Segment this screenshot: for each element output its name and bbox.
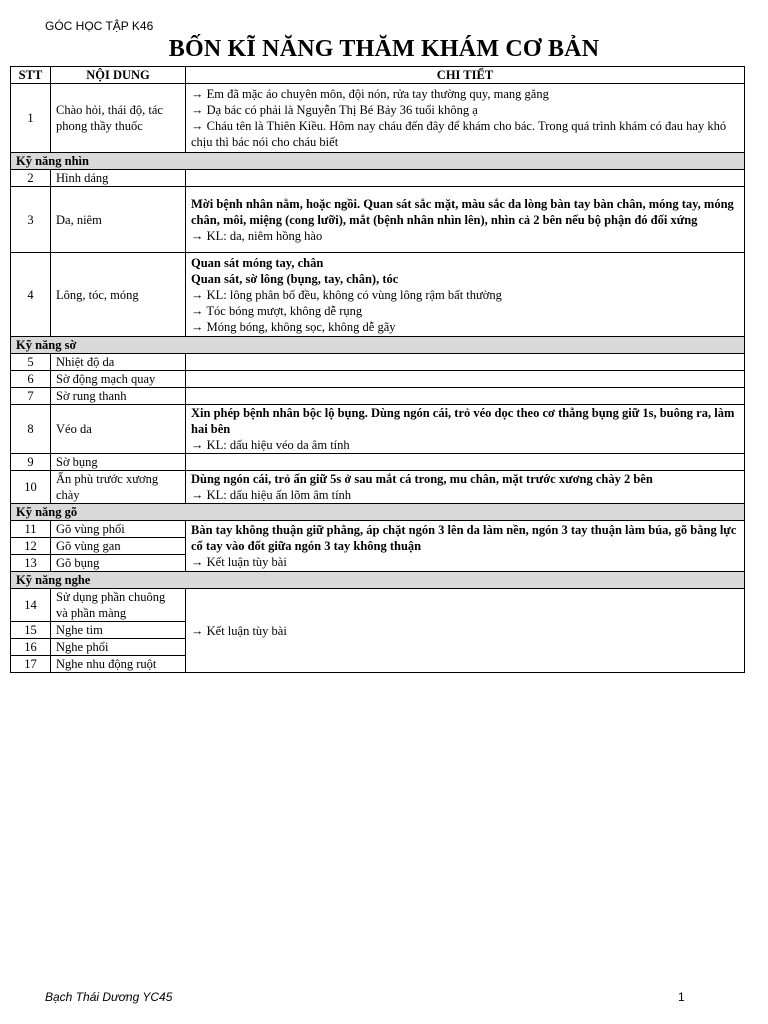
row-detail — [186, 405, 745, 454]
page-number: 1 — [678, 990, 685, 1004]
row-content: Nghe tim — [51, 622, 186, 639]
row-content: Gõ vùng gan — [51, 538, 186, 555]
detail-line: → Dạ bác có phải là Nguyễn Thị Bé Bảy 36 tuổi không ạ — [191, 103, 478, 117]
row-number: 5 — [11, 354, 51, 371]
table-row — [11, 371, 745, 388]
row-content: Gõ bụng — [51, 555, 186, 572]
row-content: Véo da — [51, 405, 186, 454]
section-heading-so: Kỹ năng sờ — [11, 337, 745, 354]
table-row — [11, 405, 745, 454]
table-row — [11, 84, 745, 153]
detail-conclusion: → KL: dấu hiệu ấn lõm âm tính — [191, 488, 352, 502]
row-content: Hình dáng — [51, 170, 186, 187]
detail-instruction: Bàn tay không thuận giữ phẳng, áp chặt ngón 3 lên da làm nền, ngón 3 tay thuận làm búa, gõ bằng lực cổ tay vào đốt giữa ngón 3 tay không thuận — [191, 523, 737, 553]
footer-author: Bạch Thái Dương YC45 — [45, 990, 173, 1004]
row-content: Nhiệt độ da — [51, 354, 186, 371]
row-detail — [186, 170, 745, 187]
row-number: 10 — [11, 471, 51, 504]
section-row — [11, 572, 745, 589]
row-detail — [186, 354, 745, 371]
row-number: 17 — [11, 656, 51, 673]
detail-conclusion: → Tóc bóng mượt, không dễ rụng — [191, 303, 363, 318]
section-row — [11, 337, 745, 354]
row-detail — [186, 371, 745, 388]
detail-conclusion: → KL: dấu hiệu véo da âm tính — [191, 438, 350, 452]
row-number: 14 — [11, 589, 51, 622]
row-content: Chào hỏi, thái độ, tác phong thầy thuốc — [51, 84, 186, 153]
table-row — [11, 170, 745, 187]
section-row — [11, 504, 745, 521]
row-content: Nghe phổi — [51, 639, 186, 656]
row-number: 11 — [11, 521, 51, 538]
detail-instruction: Mời bệnh nhân nằm, hoặc ngồi. Quan sát sắc mặt, màu sắc da lòng bàn tay bàn chân, móng tay, móng chân, môi, miệng (cong lưỡi), mắt (bệnh nhân nhìn lên), nhìn cả 2 bên nếu bộ phận đó đối xứng — [191, 196, 734, 227]
row-number: 4 — [11, 253, 51, 337]
row-number: 16 — [11, 639, 51, 656]
detail-instruction: Xin phép bệnh nhân bộc lộ bụng. Dùng ngón cái, trỏ véo dọc theo cơ thẳng bụng giữ 1s, buông ra, làm hai bên — [191, 406, 735, 436]
row-number: 8 — [11, 405, 51, 454]
column-header-detail: CHI TIẾT — [186, 67, 745, 84]
row-content: Sờ bụng — [51, 454, 186, 471]
row-content: Sử dụng phần chuông và phần màng — [51, 589, 186, 622]
row-content: Ấn phù trước xương chày — [51, 471, 186, 504]
detail-conclusion: → Kết luận tùy bài — [191, 555, 287, 569]
column-header-stt: STT — [11, 67, 51, 84]
detail-instruction: Dùng ngón cái, trỏ ấn giữ 5s ở sau mắt cá trong, mu chân, mặt trước xương chày 2 bên — [191, 472, 653, 486]
row-content: Da, niêm — [51, 187, 186, 253]
row-detail — [186, 84, 745, 153]
column-header-content: NỘI DUNG — [51, 67, 186, 84]
row-number: 3 — [11, 187, 51, 253]
table-row — [11, 589, 745, 622]
detail-conclusion: → Móng bóng, không sọc, không dễ gãy — [191, 319, 396, 334]
row-number: 15 — [11, 622, 51, 639]
exam-skills-table — [10, 66, 745, 673]
section-heading-go: Kỹ năng gõ — [11, 504, 745, 521]
row-number: 12 — [11, 538, 51, 555]
row-content: Sờ rung thanh — [51, 388, 186, 405]
detail-line: → Cháu tên là Thiên Kiều. Hôm nay cháu đến đây để khám cho bác. Trong quá trình khám có đau hay khó chịu thì bác nói cho cháu biết — [191, 119, 727, 149]
row-detail — [186, 253, 745, 337]
table-row — [11, 471, 745, 504]
table-row — [11, 388, 745, 405]
row-detail — [186, 471, 745, 504]
row-detail — [186, 454, 745, 471]
row-detail — [186, 388, 745, 405]
detail-instruction: Quan sát, sờ lông (bụng, tay, chân), tóc — [191, 271, 399, 286]
row-number: 7 — [11, 388, 51, 405]
detail-line: → Em đã mặc áo chuyên môn, đội nón, rửa tay thường quy, mang găng — [191, 87, 549, 101]
percussion-detail — [186, 521, 745, 572]
auscultation-detail — [186, 589, 745, 673]
row-number: 2 — [11, 170, 51, 187]
row-content: Gõ vùng phổi — [51, 521, 186, 538]
table-row — [11, 521, 745, 538]
table-header-row — [11, 67, 745, 84]
detail-conclusion: → KL: lông phân bố đều, không có vùng lông rậm bất thường — [191, 287, 502, 302]
row-number: 6 — [11, 371, 51, 388]
row-detail — [186, 187, 745, 253]
section-heading-nghe: Kỹ năng nghe — [11, 572, 745, 589]
row-number: 9 — [11, 454, 51, 471]
row-content: Sờ động mạch quay — [51, 371, 186, 388]
table-row — [11, 454, 745, 471]
detail-conclusion: → KL: da, niêm hồng hào — [191, 228, 323, 243]
section-row — [11, 153, 745, 170]
header-note: GÓC HỌC TẬP K46 — [45, 19, 154, 33]
row-number: 1 — [11, 84, 51, 153]
section-heading-nhin: Kỹ năng nhìn — [11, 153, 745, 170]
page-title: BỐN KĨ NĂNG THĂM KHÁM CƠ BẢN — [168, 36, 600, 62]
table-row — [11, 354, 745, 371]
detail-conclusion: → Kết luận tùy bài — [191, 623, 287, 638]
row-number: 13 — [11, 555, 51, 572]
row-content: Lông, tóc, móng — [51, 253, 186, 337]
table-row — [11, 187, 745, 253]
row-content: Nghe nhu động ruột — [51, 656, 186, 673]
detail-instruction: Quan sát móng tay, chân — [191, 255, 324, 270]
table-row — [11, 253, 745, 337]
